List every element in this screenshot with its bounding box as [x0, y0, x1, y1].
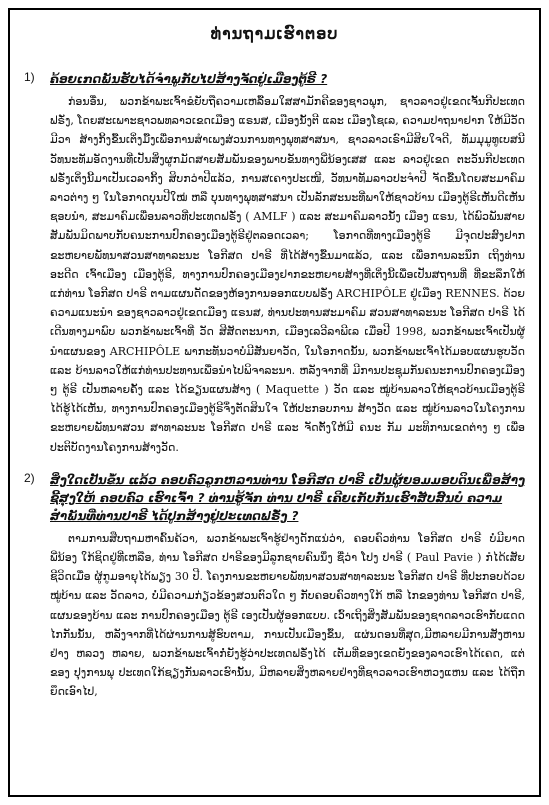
- question-2: [24, 471, 525, 525]
- question-text: ສິ່ງໃດເປັນຂໍ້ນ ແລ້ວ ຄອບຄົວລູກຫລານທ່ານ ໂອກີສດ ປາຣີ ເປັນຜູ້ຍອມມອບດິນເພື່ອສ້າງຊີ້ສຸງໃຫ້ ຄອບຄົວ ເຮົາເຈົ້າ ? ທ່ານຮູ້ຈັກ ທ່ານ ປາຣີ ເຄີຍເກັບກັນເຮົາສັບສົນບໍ ຄວາມສຳພັນທີ່ທ່ານປາຣີ ໄດ້ປູກສ້າງຢູ່ປະເທດຟຣັ່ງ ?: [50, 472, 525, 523]
- document-page: [8, 8, 541, 797]
- answer-paragraph: ກ່ອນອື່ນ, ພວກຂ້າພະເຈົ້າຂໍຍັບຖືຄວາມເຫລື້ອມໃສສາມັກຄີຂອງຊາວພຸກ, ຊາວລາວຢູ່ເຂດເຈັ້ນກີປະເທດ ຟຣັ່ງ, ໂດຍສະເພາະຊາວພທລາວເຂດເມືອງ ແຣນສ, ເມືອງນັ້ງຕີ ແລະ ເມືອງໂຊເລ, ຄວາມປາຖນາຢາກ ໃຫ້ມີວັດມີວາ ສ້າງກິ້ງຂື້ນເຕິ່ງມື້ງເພື່ອການສຳເພງສ່ວນການທາງພຸທສາສນາ, ຊາວລາວເຣົາມີສິຍໃຈດີ, ທັມມຸມູທູເບສນີ ວັທນະທັມອັດງານທີ່ເປັນສິ່ງຜູກມັດສາຍສັມພັນຂອງພາບຂັນທາງພີ່ນ້ອງເສສ ແລະ ລາວຢູ່ເຂດ ຕະວັນກີປະເທດຟຣັ່ງເຕິ່ງນີ້ມາເປັນເວລາກິ້ງ ສິບກວ່າປີແລ້ວ, ການສເຄາງປະເໜີ, ວັທນາທັມລາວປະຈຳປີ ຈັດຂື້ນໂດຍສະມາຄົມລາວຕ່າງ ໆ ໃນໂອກາດບຸນປີໃໝ່ ຫລື ບຸນທາງພຸທສາສນາ ເປັນລັກສະນະທີ່ພາໃຫ້ຊາວບ້ານ ເມືອງຕູ້ຣີເຫັນດີເຫັນຊອບນຳ, ສະມາຄົມເພື່ອນລາວທີ່ປະເທດຟຣັ່ງ ( AMLF ) ແລະ ສະມາຄົມລາວນັ້ງ ເມືອງ ແຣນ, ໄດ້ພົວພັນສາຍສັມພັນມິດພາບກັບຄນະການປົກຄອງເມືອງຕູ້ຣີຢູ່ຕລອດເວລາ; ໂອກາດທີ່ທາງເມືອງຕູ້ຣີ ມີຈຸດປະສົງຢາກຂະຫຍາຍພັທນາສວນສາທາລະນະ ໂອກີສດ ປາຣີ ທີ່ໄດ້ສ້າງຂື້ນມາແລ້ວ, ແລະ ເພື່ອການລະນຶກ ເຖິງທ່ານ ອະດີດ ເຈົ້າເມືອງ ເມືອງຕູ້ຣີ, ທາງການປົກຄອງເມືອງຢາກຂະຫຍາຍສ້າງທີ່ເຕິ່ງນີ້ເພື່ອເປັນສຖານທີ່ ທີ່ຂະລຶກໃຫ້ແກ່ທ່ານ ໂອກີສດ ປາຣີ ຕາມແຜນດັດຂອງຫ້ອງການອອກແບບຟຣັ່ງ ARCHIPÔLE ຢູ່ເມືອງ RENNES. ດ້ວຍຄວາມແນະນຳ ຂອງຊາວລາວຢູ່ເຂດເມືອງ ແຣນສ, ທ່ານປະທານສະມາຄົມ ສວນສາທາລະນະ ໂອກີສດ ປາຣີ ໄດ້ເດີນທາງມາພົບ ພວກຂ້າພະເຈົ້າທີ່ ວັດ ສີສັດຕະນາກ, ເມືອງເລວີລາພີເລ ເມື່ອປີ 1998, ພວກຂ້າພະເຈົ້າເປັນຜູ້ນຳແຜນຂອງ ARCHIPÔLE ພາກະທັນວາບໍ່ມີສັນຍາວັດ, ໃນໂອກາດນັ້ນ, ພວກຂ້າພະເຈົ້າໄດ້ມອບແຜນຮູບວັດ ແລະ ບ້ານລາວໃຫ້ແກ່ທ່ານປະທານເພື່ອນຳໄປພິຈາລະນາ. ຫລັງຈາກທີ່ ມີການປະຊຸມກັນຄນະການປົກຄອງເມືອງ ໆ ຕູ້ຣີ ເປັນຫລາຍຄັ້ງ ແລະ ໄດ້ຂຽນແຜນສ້າງ ( Maquette ) ວັດ ແລະ ໝູ່ບ້ານລາວໃຫ້ຊາວບ້ານເມືອງຕູ້ຣີ ໄດ້ຮູ້ໄດ້ເຫັນ, ທາງການປົກຄອງເມືອງຕູ້ຣີຈຶ່ງຕັດສິນໃຈ ໃຫ້ປະກອບການ ສ້າງວັດ ແລະ ໝູ່ບ້ານລາວໃນໂຄງການຂະຫຍາຍພັທນາສວນ ສາທາລະນະ ໂອກີສດ ປາຣີ ແລະ ຈັດຕັ້ງໃຫ້ມີ ຄນະ ກັມ ມະທິການເຂດຕ່າງ ໆ ເພື່ອປະຕິບັດງານໂຄງການສ້າງວັດ.: [50, 95, 525, 454]
- question-number: 2): [24, 470, 35, 485]
- answer-paragraph: ຕາມການສືບຖາມຫາຄົ້ນຄ້ວາ, ພວກຂ້າພະເຈົ້າຮູ້ຢ່າງດັກແນ່ວ່າ, ຄອບຄົວທ່ານ ໂອກີສດ ປາຣີ ບໍ່ມີຍາດພີ່ນ້ອງ ໃກ້ຊິດຢູ່ທີ່ເຫລືອ, ທ່ານ ໂອກີສດ ປາຣີຂອງມີລູກຊາຍຄົນນຶ່ງ ຊື່ວ່າ ໂປງ ປາຣີ ( Paul Pavie ) ກໍໄດ້ເສັຍຊີວິດເມື່ອ ຜູ້ກູມອາຍຸໄດ້ພຽງ 30 ປີ. ໂຄງການຂະຫຍາຍພັທນາສວນສາທາລະນະ ໂອກີສດ ປາຣີ ທີ່ປະກອບດ້ວຍໝູ່ບ້ານ ແລະ ວັດລາວ, ບໍ່ມີຄວາມກ່ຽວຂ້ອງສວນຕົວໃດ ໆ ກັບຄອບຄົວທາງໃກ້ ຫລື ໄກຂອງທ່ານ ໂອກີສດ ປາຣີ, ແຜນຂອງບ້ານ ແລະ ການປົກຄອງເມືອງ ຕູ້ຣີ ເອງເປັນຜູ້ອອກແບບ. ເວົ້າເຖິງສິ່ງສັມພັນຂອງຊາດລາວເຮົາກັບແດດໄກກັນນັ້ນ, ຫລັງຈາກທີ່ໄດ້ຜ່ານການສູ້ຮົບຕາມ, ການເປັນເມືອງຂຶ້ນ, ແຜ່ນດອນທີ່ສຸດ,ມີຫລາຍມີການສັງຫານຢ່າງ ຫລວງ ຫລາຍ, ພວກຂ້າພະເຈົ້າກໍ່ຍັງຮູ້ວ່າປະເທດຟຣັ່ງໄດ້ ເຕັມທີ່ຂອງເຂດຍັງຂອງລາວເຮົາໄດ້ເຄດ, ແຕ່ຂອງ ປຸງການພຸ ປະເທດໃກ້ຊຽງກັນລາວເຮົານັ້ນ, ມີຫລາຍສິ່ງຫລາຍຢ່າງທີ່ຊາວລາວເຮົາຫວງແຫນ ແລະ ໄດ້ຖືກຍຶດເອົາໄປ,: [50, 531, 525, 699]
- question-1: [24, 70, 525, 88]
- page-title: ທ່ານຖາມເຮົາຕອບ: [210, 24, 339, 43]
- question-number: 1): [24, 70, 35, 84]
- question-text: ຄ້ອຍເກດພັນຮັບໄດ້ຈຳພູກັບໄປສ້າງຈັດຢູ່ເມືອງຕູ້ຣີ ?: [50, 72, 328, 86]
